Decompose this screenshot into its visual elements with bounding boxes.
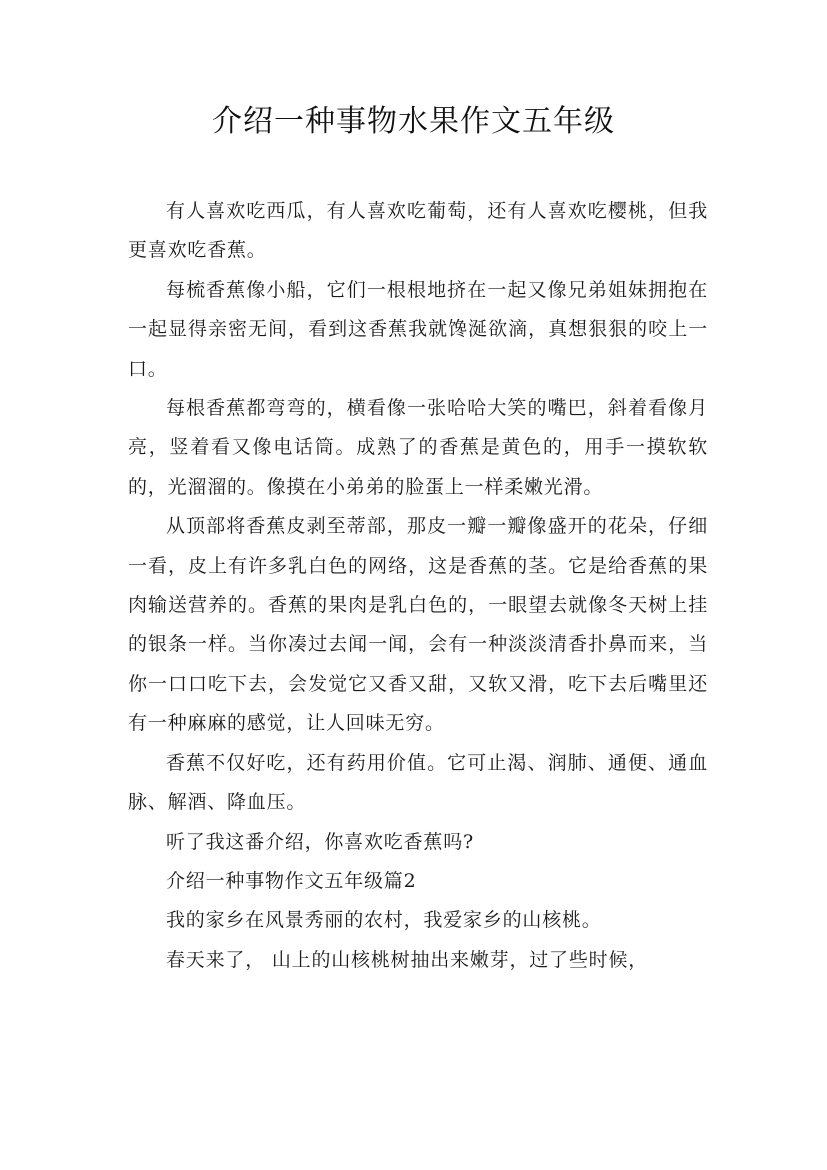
paragraph: 有人喜欢吃西瓜，有人喜欢吃葡萄，还有人喜欢吃樱桃，但我更喜欢吃香蕉。 [128, 200, 708, 262]
paragraph: 春天来了， 山上的山核桃树抽出来嫩芽，过了些时候， [166, 948, 649, 971]
paragraph: 香蕉不仅好吃，还有药用价值。它可止渴、润肺、通便、通血脉、解酒、降血压。 [128, 751, 708, 814]
section-heading: 介绍一种事物作文五年级篇2 [166, 869, 417, 892]
paragraph: 听了我这番介绍，你喜欢吃香蕉吗? [166, 830, 474, 853]
paragraph: 每根香蕉都弯弯的，横看像一张哈哈大笑的嘴巴，斜着看像月亮，竖着看又像电话筒。成熟了的香蕉是黄色的，用手一摸软软的，光溜溜的。像摸在小弟弟的脸蛋上一样柔嫩光滑。 [128, 397, 708, 498]
paragraph: 每梳香蕉像小船，它们一根根地挤在一起又像兄弟姐妹拥抱在一起显得亲密无间，看到这香蕉我就馋涎欲滴，真想狠狠的咬上一口。 [128, 278, 708, 380]
document-title: 介绍一种事物水果作文五年级 [212, 104, 615, 139]
paragraph: 从顶部将香蕉皮剥至蒂部，那皮一瓣一瓣像盛开的花朵，仔细一看，皮上有许多乳白色的网络，这是香蕉的茎。它是给香蕉的果肉输送营养的。香蕉的果肉是乳白色的，一眼望去就像冬天树上挂的银条一样。当你凑过去闻一闻，会有一种淡淡清香扑鼻而来，当你一口口吃下去，会发觉它又香又甜，又软又滑，吃下去后嘴里还有一种麻麻的感觉，让人回味无穷。 [128, 515, 708, 735]
paragraph: 我的家乡在风景秀丽的农村，我爱家乡的山核桃。 [166, 909, 602, 932]
document-body [128, 192, 708, 980]
